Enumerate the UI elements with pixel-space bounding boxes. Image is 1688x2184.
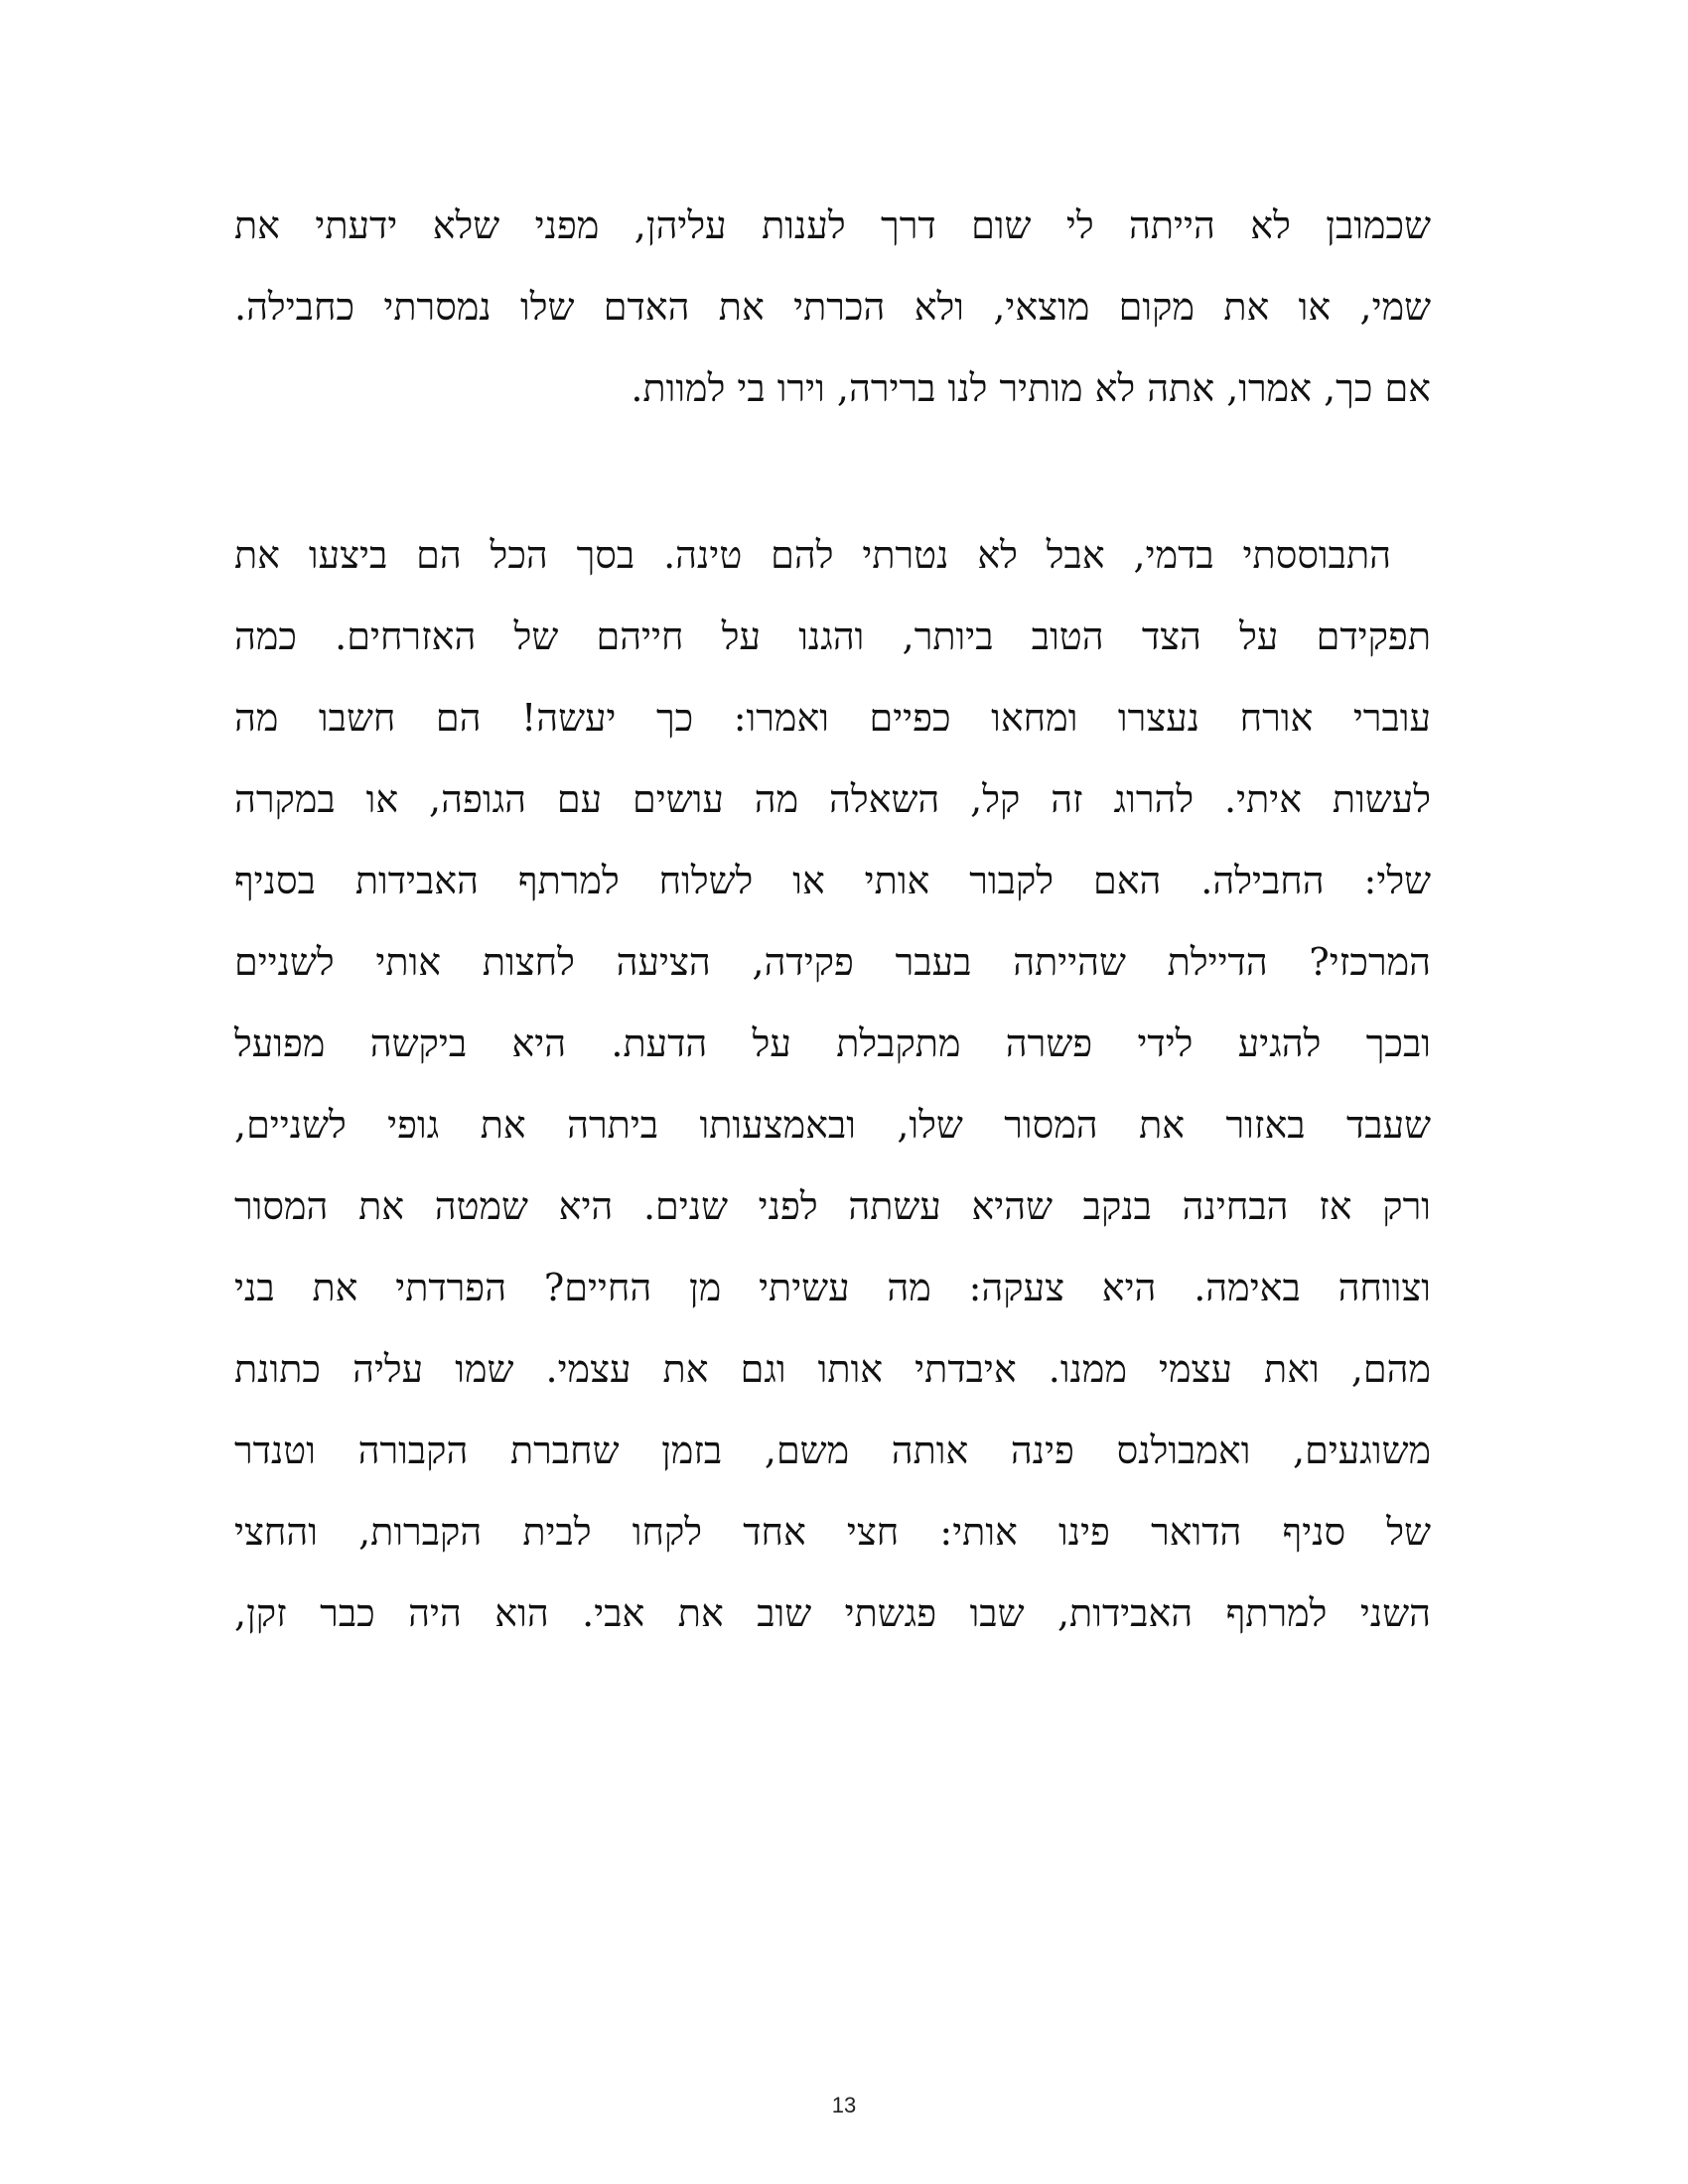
text-line: השני למרתף האבידות, שבו פגשתי שוב את אבי. הוא היה כבר זקן, <box>234 1591 1431 1635</box>
text-line: המרכזי? הדיילת שהייתה בעבר פקידה, הציעה לחצות אותי לשניים <box>234 940 1431 984</box>
text-line: שעבד באזור את המסור שלו, ובאמצעותו ביתרה את גופי לשניים, <box>234 1103 1431 1147</box>
text-line: שמי, או את מקום מוצאי, ולא הכרתי את האדם שלו נמסרתי כחבילה. <box>234 285 1431 329</box>
page-number: 13 <box>831 2093 857 2117</box>
text-line: מהם, ואת עצמי ממנו. איבדתי אותו וגם את עצמי. שמו עליה כתונת <box>234 1347 1431 1391</box>
text-line: תפקידם על הצד הטוב ביותר, והגנו על חייהם של האזרחים. כמה <box>234 614 1431 658</box>
paragraph-2 <box>234 514 1431 1654</box>
text-line: וצווחה באימה. היא צעקה: מה עשיתי מן החיים? הפרדתי את בני <box>234 1266 1431 1309</box>
text-line: שכמובן לא הייתה לי שום דרך לענות עליהן, מפני שלא ידעתי את <box>234 204 1431 247</box>
text-line: התבוססתי בדמי, אבל לא נטרתי להם טינה. בסך הכל הם ביצעו את <box>234 533 1391 577</box>
text-line: שלי: החבילה. האם לקבור אותי או לשלוח למרתף האבידות בסניף <box>234 859 1431 902</box>
text-line: עוברי אורח נעצרו ומחאו כפיים ואמרו: כך יעשה! הם חשבו מה <box>234 696 1431 740</box>
text-line: של סניף הדואר פינו אותי: חצי אחד לקחו לבית הקברות, והחצי <box>234 1510 1431 1554</box>
text-line: ורק אז הבחינה בנקב שהיא עשתה לפני שנים. היא שמטה את המסור <box>234 1184 1431 1228</box>
text-line: לעשות איתי. להרוג זה קל, השאלה מה עושים עם הגופה, או במקרה <box>234 777 1431 821</box>
paragraph-1 <box>234 185 1431 429</box>
text-line: משוגעים, ואמבולנס פינה אותה משם, בזמן שחברת הקבורה וטנדר <box>234 1429 1431 1472</box>
text-line: אם כך, אמרו, אתה לא מותיר לנו ברירה, וירו בי למוות. <box>631 366 1431 410</box>
text-line: ובכך להגיע לידי פשרה מתקבלת על הדעת. היא ביקשה מפועל <box>234 1022 1431 1065</box>
